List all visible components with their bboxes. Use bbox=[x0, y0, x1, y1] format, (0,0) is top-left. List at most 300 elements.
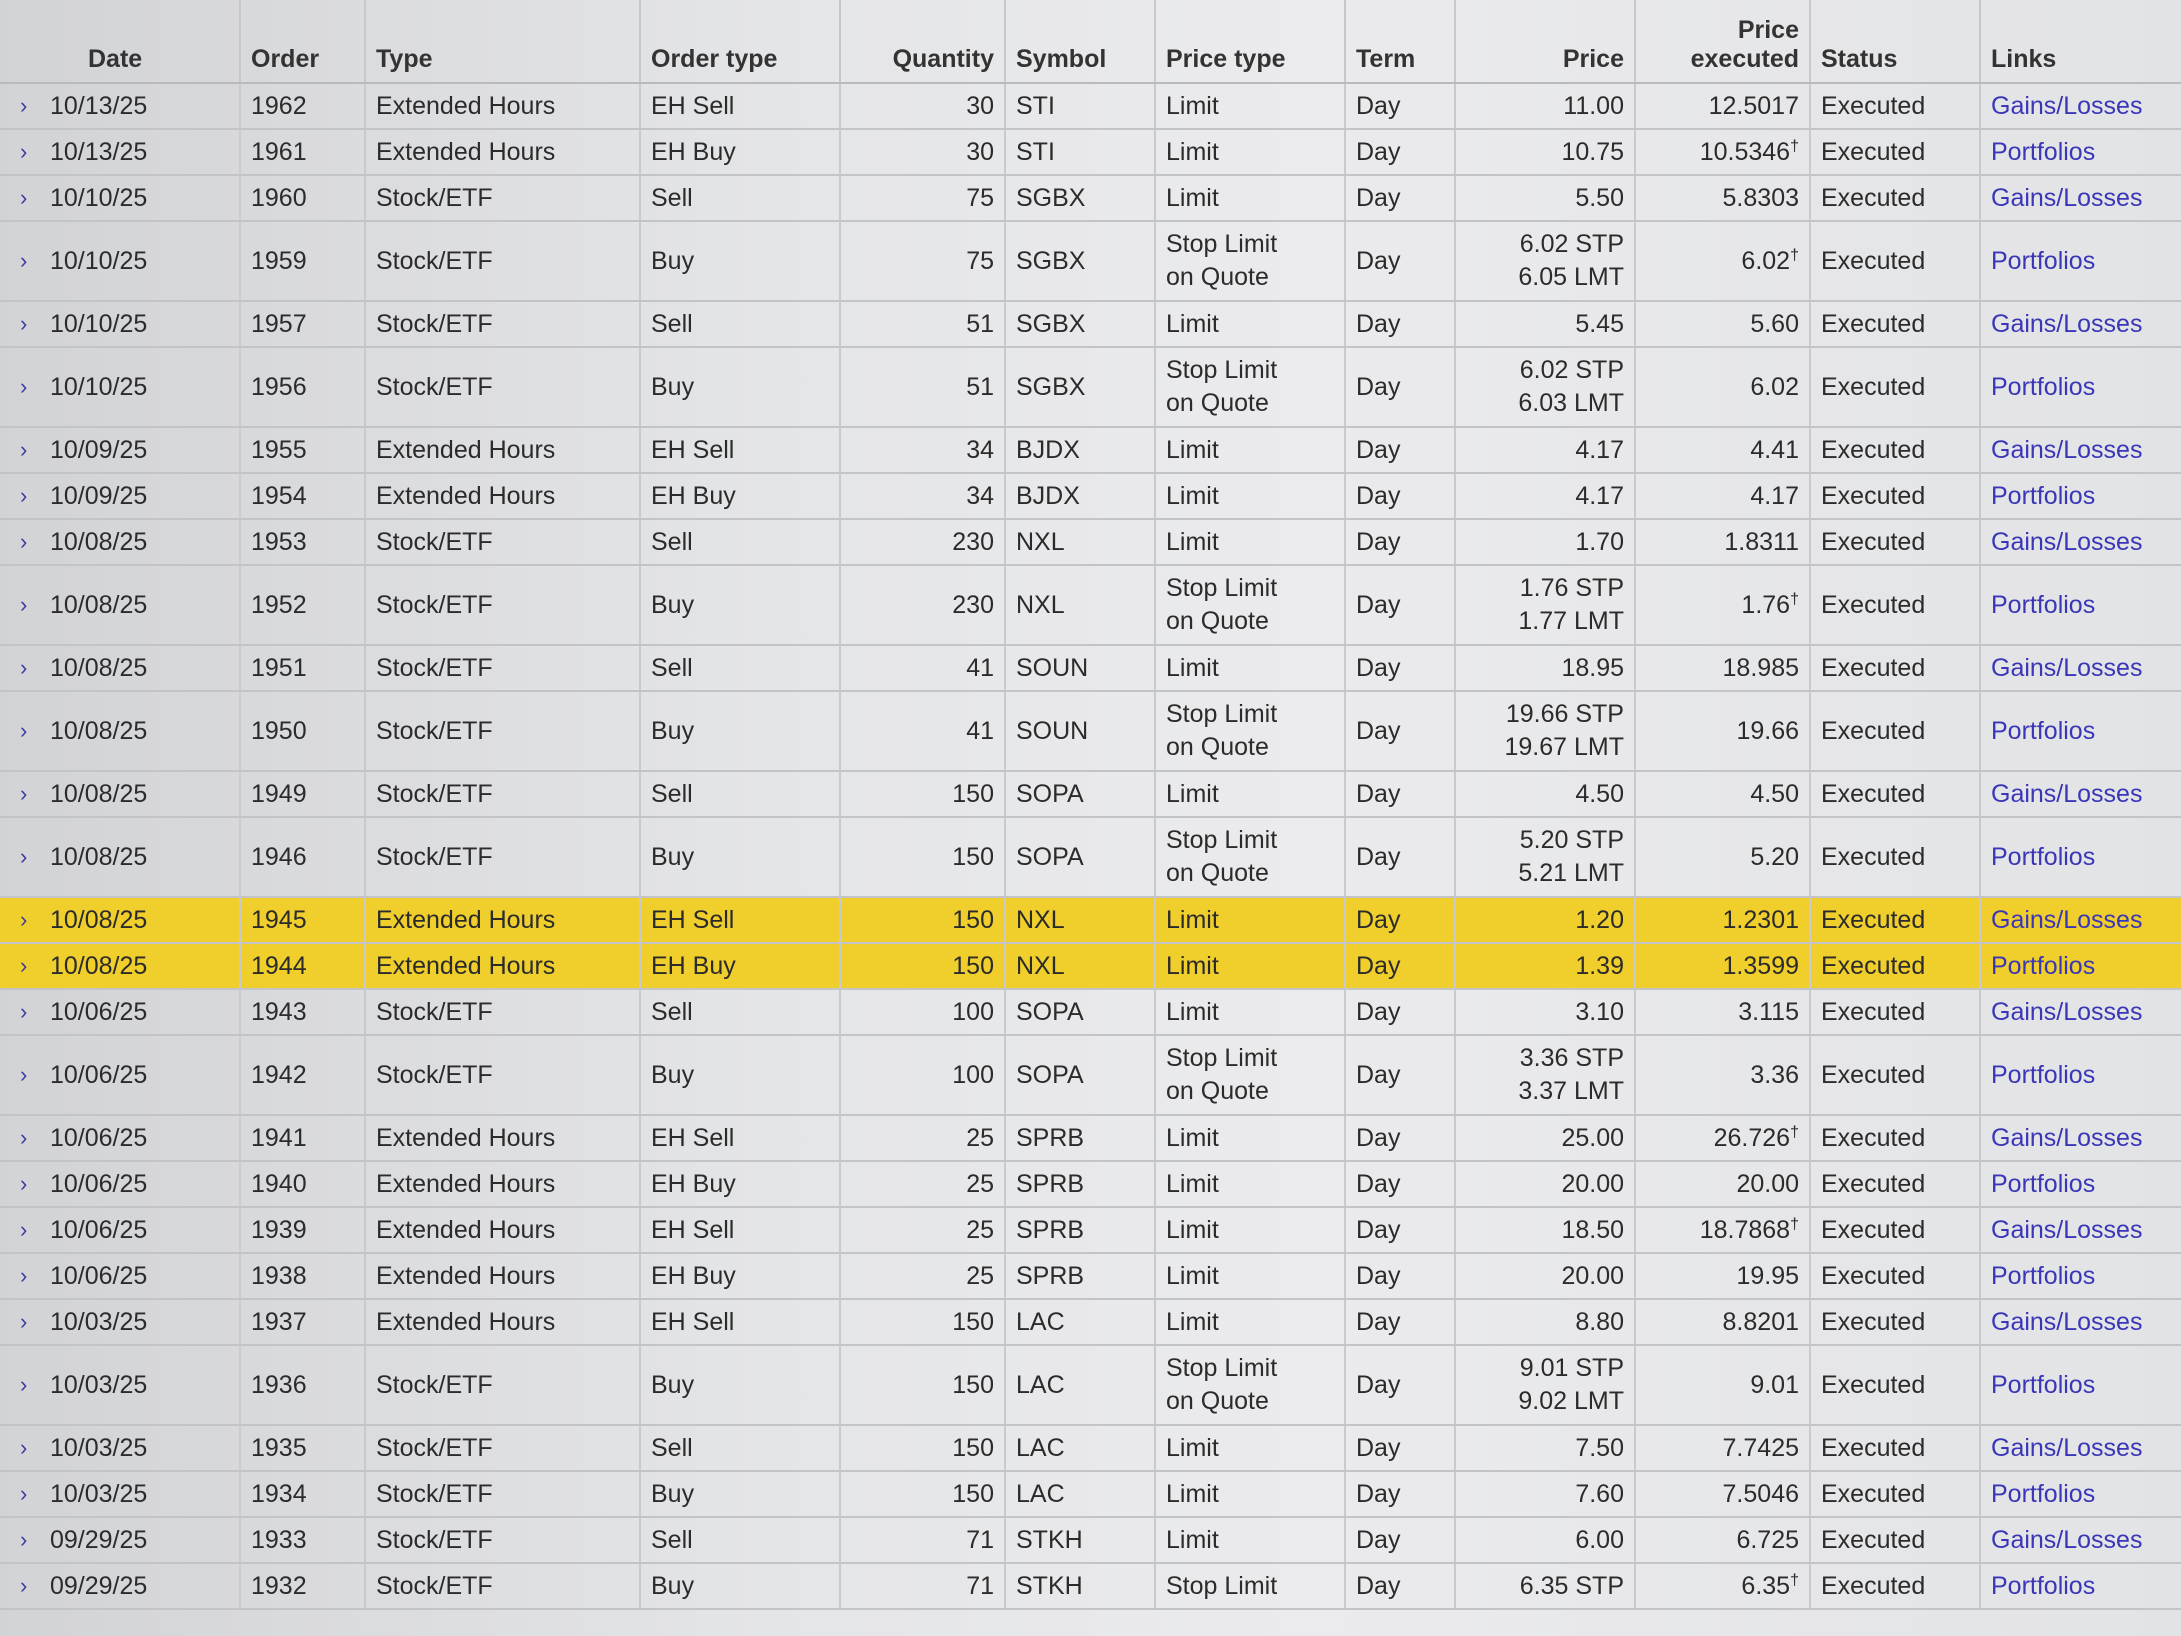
header-price-type[interactable]: Price type bbox=[1155, 0, 1345, 83]
expand-row-icon[interactable]: › bbox=[0, 1035, 40, 1115]
table-row[interactable] bbox=[0, 175, 2181, 221]
header-date[interactable]: Date bbox=[40, 0, 240, 83]
cell-type: Extended Hours bbox=[365, 473, 640, 519]
executed-value: 1.2301 bbox=[1722, 905, 1799, 934]
cell-status: Executed bbox=[1810, 1253, 1980, 1299]
cell-order-type: EH Sell bbox=[640, 427, 840, 473]
cell-symbol: BJDX bbox=[1005, 473, 1155, 519]
expand-row-icon[interactable]: › bbox=[0, 347, 40, 427]
cell-order-number: 1933 bbox=[240, 1517, 365, 1563]
cell-price-type bbox=[1155, 427, 1345, 473]
table-row[interactable] bbox=[0, 129, 2181, 175]
cell-type: Stock/ETF bbox=[365, 771, 640, 817]
table-row[interactable] bbox=[0, 1299, 2181, 1345]
portfolios-link[interactable]: Portfolios bbox=[1991, 246, 2096, 275]
table-row[interactable] bbox=[0, 519, 2181, 565]
table-row[interactable] bbox=[0, 1253, 2181, 1299]
gains-losses-link[interactable]: Gains/Losses bbox=[1991, 183, 2143, 212]
cell-order-type: Buy bbox=[640, 1563, 840, 1609]
cell-quantity: 30 bbox=[840, 83, 1005, 129]
executed-value: 5.20 bbox=[1750, 842, 1799, 871]
expand-row-icon[interactable]: › bbox=[0, 1161, 40, 1207]
price-line1: 20.00 bbox=[1561, 1261, 1624, 1290]
cell-term: Day bbox=[1345, 473, 1455, 519]
cell-order-number: 1936 bbox=[240, 1345, 365, 1425]
cell-order-number: 1945 bbox=[240, 897, 365, 943]
table-row[interactable] bbox=[0, 1161, 2181, 1207]
executed-value: 3.115 bbox=[1738, 997, 1799, 1026]
expand-row-icon[interactable]: › bbox=[0, 1425, 40, 1471]
cell-links bbox=[1980, 1299, 2181, 1345]
table-row[interactable] bbox=[0, 1563, 2181, 1609]
cell-type: Stock/ETF bbox=[365, 1471, 640, 1517]
cell-term: Day bbox=[1345, 1517, 1455, 1563]
cell-symbol: STKH bbox=[1005, 1563, 1155, 1609]
price-type-line1: Stop Limit bbox=[1166, 230, 1278, 258]
price-line1: 1.70 bbox=[1575, 527, 1624, 556]
cell-term: Day bbox=[1345, 1345, 1455, 1425]
cell-type: Extended Hours bbox=[365, 1115, 640, 1161]
cell-quantity: 150 bbox=[840, 897, 1005, 943]
cell-price-executed bbox=[1635, 129, 1810, 175]
portfolios-link[interactable]: Portfolios bbox=[1991, 1169, 2096, 1198]
cell-symbol: NXL bbox=[1005, 565, 1155, 645]
header-price-executed-line1: Price bbox=[1737, 16, 1799, 44]
cell-price-executed bbox=[1635, 83, 1810, 129]
portfolios-link[interactable]: Portfolios bbox=[1991, 716, 2096, 745]
cell-order-type: EH Buy bbox=[640, 943, 840, 989]
cell-price bbox=[1455, 565, 1635, 645]
price-line1: 6.35 STP bbox=[1519, 1571, 1624, 1600]
cell-type: Stock/ETF bbox=[365, 1425, 640, 1471]
gains-losses-link[interactable]: Gains/Losses bbox=[1991, 1123, 2143, 1152]
cell-price bbox=[1455, 347, 1635, 427]
cell-order-type: Buy bbox=[640, 221, 840, 301]
cell-date: 10/08/25 bbox=[40, 691, 240, 771]
cell-symbol: NXL bbox=[1005, 519, 1155, 565]
header-expand bbox=[0, 0, 40, 83]
portfolios-link[interactable]: Portfolios bbox=[1991, 137, 2096, 166]
table-row[interactable] bbox=[0, 691, 2181, 771]
table-row[interactable] bbox=[0, 645, 2181, 691]
cell-links bbox=[1980, 175, 2181, 221]
table-row[interactable] bbox=[0, 943, 2181, 989]
header-price[interactable]: Price bbox=[1455, 0, 1635, 83]
cell-price-type bbox=[1155, 1425, 1345, 1471]
cell-symbol: SOPA bbox=[1005, 1035, 1155, 1115]
cell-date: 10/06/25 bbox=[40, 1035, 240, 1115]
expand-row-icon[interactable]: › bbox=[0, 1299, 40, 1345]
cell-order-number: 1962 bbox=[240, 83, 365, 129]
cell-price bbox=[1455, 1115, 1635, 1161]
cell-term: Day bbox=[1345, 301, 1455, 347]
cell-quantity: 71 bbox=[840, 1517, 1005, 1563]
table-row[interactable] bbox=[0, 1345, 2181, 1425]
price-line1: 20.00 bbox=[1561, 1169, 1624, 1198]
price-line1: 18.95 bbox=[1561, 653, 1624, 682]
cell-quantity: 41 bbox=[840, 645, 1005, 691]
gains-losses-link[interactable]: Gains/Losses bbox=[1991, 1433, 2143, 1462]
executed-value: 4.41 bbox=[1750, 435, 1799, 464]
price-line2: 5.21 LMT bbox=[1518, 859, 1624, 887]
cell-quantity: 100 bbox=[840, 1035, 1005, 1115]
table-row[interactable] bbox=[0, 427, 2181, 473]
header-order-type[interactable]: Order type bbox=[640, 0, 840, 83]
gains-losses-link[interactable]: Gains/Losses bbox=[1991, 779, 2143, 808]
table-row[interactable] bbox=[0, 83, 2181, 129]
table-row[interactable] bbox=[0, 347, 2181, 427]
cell-price-executed bbox=[1635, 645, 1810, 691]
cell-symbol: LAC bbox=[1005, 1471, 1155, 1517]
gains-losses-link[interactable]: Gains/Losses bbox=[1991, 1307, 2143, 1336]
expand-row-icon[interactable]: › bbox=[0, 691, 40, 771]
cell-date: 10/03/25 bbox=[40, 1425, 240, 1471]
cell-symbol: SOPA bbox=[1005, 817, 1155, 897]
cell-term: Day bbox=[1345, 427, 1455, 473]
cell-price-type bbox=[1155, 129, 1345, 175]
expand-row-icon[interactable]: › bbox=[0, 943, 40, 989]
gains-losses-link[interactable]: Gains/Losses bbox=[1991, 653, 2143, 682]
portfolios-link[interactable]: Portfolios bbox=[1991, 590, 2096, 619]
cell-status: Executed bbox=[1810, 1345, 1980, 1425]
table-row[interactable] bbox=[0, 1471, 2181, 1517]
header-order[interactable]: Order bbox=[240, 0, 365, 83]
cell-price-executed bbox=[1635, 1563, 1810, 1609]
price-line1: 6.02 STP bbox=[1519, 356, 1624, 384]
header-quantity[interactable]: Quantity bbox=[840, 0, 1005, 83]
cell-symbol: SPRB bbox=[1005, 1253, 1155, 1299]
expand-row-icon[interactable]: › bbox=[0, 301, 40, 347]
cell-date: 10/13/25 bbox=[40, 129, 240, 175]
cell-term: Day bbox=[1345, 1161, 1455, 1207]
price-type-line1: Limit bbox=[1166, 91, 1219, 120]
price-type-line1: Limit bbox=[1166, 1479, 1219, 1508]
cell-price-executed bbox=[1635, 1345, 1810, 1425]
cell-status: Executed bbox=[1810, 989, 1980, 1035]
portfolios-link[interactable]: Portfolios bbox=[1991, 1060, 2096, 1089]
gains-losses-link[interactable]: Gains/Losses bbox=[1991, 91, 2143, 120]
table-row[interactable] bbox=[0, 473, 2181, 519]
cell-date: 10/08/25 bbox=[40, 645, 240, 691]
table-row[interactable] bbox=[0, 989, 2181, 1035]
cell-term: Day bbox=[1345, 943, 1455, 989]
price-type-line1: Limit bbox=[1166, 1433, 1219, 1462]
price-type-line1: Limit bbox=[1166, 527, 1219, 556]
expand-row-icon[interactable]: › bbox=[0, 221, 40, 301]
table-row[interactable] bbox=[0, 817, 2181, 897]
price-line2: 3.37 LMT bbox=[1518, 1077, 1624, 1105]
cell-type: Stock/ETF bbox=[365, 175, 640, 221]
cell-symbol: LAC bbox=[1005, 1345, 1155, 1425]
cell-order-number: 1955 bbox=[240, 427, 365, 473]
expand-row-icon[interactable]: › bbox=[0, 989, 40, 1035]
header-type[interactable]: Type bbox=[365, 0, 640, 83]
cell-order-type: Sell bbox=[640, 301, 840, 347]
cell-order-number: 1937 bbox=[240, 1299, 365, 1345]
cell-order-type: Sell bbox=[640, 645, 840, 691]
cell-type: Extended Hours bbox=[365, 1161, 640, 1207]
cell-type: Extended Hours bbox=[365, 1299, 640, 1345]
portfolios-link[interactable]: Portfolios bbox=[1991, 842, 2096, 871]
price-type-line1: Limit bbox=[1166, 653, 1219, 682]
portfolios-link[interactable]: Portfolios bbox=[1991, 1261, 2096, 1290]
price-type-line1: Stop Limit bbox=[1166, 574, 1278, 602]
expand-row-icon[interactable]: › bbox=[0, 1253, 40, 1299]
cell-status: Executed bbox=[1810, 1161, 1980, 1207]
expand-row-icon[interactable]: › bbox=[0, 817, 40, 897]
cell-price-executed bbox=[1635, 347, 1810, 427]
cell-type: Stock/ETF bbox=[365, 645, 640, 691]
price-line1: 10.75 bbox=[1561, 137, 1624, 166]
cell-date: 10/08/25 bbox=[40, 565, 240, 645]
cell-price-type bbox=[1155, 175, 1345, 221]
cell-date: 10/08/25 bbox=[40, 897, 240, 943]
price-type-line1: Limit bbox=[1166, 1215, 1219, 1244]
expand-row-icon[interactable]: › bbox=[0, 897, 40, 943]
expand-row-icon[interactable]: › bbox=[0, 1345, 40, 1425]
cell-type: Stock/ETF bbox=[365, 691, 640, 771]
cell-status: Executed bbox=[1810, 519, 1980, 565]
cell-quantity: 25 bbox=[840, 1207, 1005, 1253]
cell-status: Executed bbox=[1810, 1207, 1980, 1253]
cell-term: Day bbox=[1345, 1563, 1455, 1609]
cell-date: 10/08/25 bbox=[40, 519, 240, 565]
price-type-line1: Limit bbox=[1166, 1123, 1219, 1152]
price-type-line1: Stop Limit bbox=[1166, 1354, 1278, 1382]
price-type-line1: Stop Limit bbox=[1166, 1571, 1278, 1600]
cell-type: Stock/ETF bbox=[365, 519, 640, 565]
cell-quantity: 25 bbox=[840, 1115, 1005, 1161]
cell-price bbox=[1455, 301, 1635, 347]
cell-order-type: Buy bbox=[640, 565, 840, 645]
expand-row-icon[interactable]: › bbox=[0, 427, 40, 473]
expand-row-icon[interactable]: › bbox=[0, 565, 40, 645]
cell-status: Executed bbox=[1810, 897, 1980, 943]
cell-symbol: LAC bbox=[1005, 1425, 1155, 1471]
expand-row-icon[interactable]: › bbox=[0, 1563, 40, 1609]
cell-date: 09/29/25 bbox=[40, 1563, 240, 1609]
price-line2: 1.77 LMT bbox=[1518, 607, 1624, 635]
gains-losses-link[interactable]: Gains/Losses bbox=[1991, 309, 2143, 338]
cell-price bbox=[1455, 1253, 1635, 1299]
executed-value: 1.76 bbox=[1741, 590, 1791, 619]
price-type-line1: Limit bbox=[1166, 137, 1219, 166]
cell-price bbox=[1455, 1207, 1635, 1253]
cell-date: 10/13/25 bbox=[40, 83, 240, 129]
table-row[interactable] bbox=[0, 1207, 2181, 1253]
cell-order-number: 1960 bbox=[240, 175, 365, 221]
executed-value: 6.02 bbox=[1741, 246, 1791, 275]
executed-value: 6.35 bbox=[1741, 1571, 1791, 1600]
cell-date: 10/10/25 bbox=[40, 175, 240, 221]
dagger-footnote-mark: † bbox=[1790, 1571, 1799, 1589]
executed-value: 20.00 bbox=[1736, 1169, 1799, 1198]
cell-order-number: 1959 bbox=[240, 221, 365, 301]
cell-price bbox=[1455, 1299, 1635, 1345]
cell-order-number: 1944 bbox=[240, 943, 365, 989]
cell-price-executed bbox=[1635, 771, 1810, 817]
cell-status: Executed bbox=[1810, 943, 1980, 989]
cell-symbol: LAC bbox=[1005, 1299, 1155, 1345]
executed-value: 26.726 bbox=[1713, 1123, 1791, 1152]
cell-price-type bbox=[1155, 1161, 1345, 1207]
expand-row-icon[interactable]: › bbox=[0, 1207, 40, 1253]
price-line2: 9.02 LMT bbox=[1518, 1387, 1624, 1415]
expand-row-icon[interactable]: › bbox=[0, 1115, 40, 1161]
cell-links bbox=[1980, 1425, 2181, 1471]
table-row[interactable] bbox=[0, 1115, 2181, 1161]
cell-order-number: 1951 bbox=[240, 645, 365, 691]
cell-price-type bbox=[1155, 1115, 1345, 1161]
cell-term: Day bbox=[1345, 519, 1455, 565]
cell-price-type bbox=[1155, 301, 1345, 347]
table-row[interactable] bbox=[0, 221, 2181, 301]
cell-links bbox=[1980, 221, 2181, 301]
cell-price-executed bbox=[1635, 897, 1810, 943]
cell-price bbox=[1455, 175, 1635, 221]
cell-price bbox=[1455, 519, 1635, 565]
expand-row-icon[interactable]: › bbox=[0, 175, 40, 221]
expand-row-icon[interactable]: › bbox=[0, 1471, 40, 1517]
cell-price bbox=[1455, 1563, 1635, 1609]
cell-links bbox=[1980, 565, 2181, 645]
portfolios-link[interactable]: Portfolios bbox=[1991, 1571, 2096, 1600]
cell-order-type: Sell bbox=[640, 771, 840, 817]
portfolios-link[interactable]: Portfolios bbox=[1991, 951, 2096, 980]
expand-row-icon[interactable]: › bbox=[0, 771, 40, 817]
header-links: Links bbox=[1980, 0, 2181, 83]
cell-links bbox=[1980, 897, 2181, 943]
cell-order-type: EH Sell bbox=[640, 1299, 840, 1345]
expand-row-icon[interactable]: › bbox=[0, 129, 40, 175]
executed-value: 6.02 bbox=[1750, 372, 1799, 401]
gains-losses-link[interactable]: Gains/Losses bbox=[1991, 435, 2143, 464]
cell-order-type: Sell bbox=[640, 175, 840, 221]
table-row[interactable] bbox=[0, 1425, 2181, 1471]
gains-losses-link[interactable]: Gains/Losses bbox=[1991, 527, 2143, 556]
expand-row-icon[interactable]: › bbox=[0, 519, 40, 565]
portfolios-link[interactable]: Portfolios bbox=[1991, 1479, 2096, 1508]
cell-order-number: 1941 bbox=[240, 1115, 365, 1161]
cell-links bbox=[1980, 771, 2181, 817]
table-row[interactable] bbox=[0, 565, 2181, 645]
price-type-line1: Limit bbox=[1166, 997, 1219, 1026]
cell-type: Stock/ETF bbox=[365, 1563, 640, 1609]
table-row[interactable] bbox=[0, 897, 2181, 943]
cell-order-number: 1942 bbox=[240, 1035, 365, 1115]
cell-order-type: Buy bbox=[640, 1035, 840, 1115]
table-row[interactable] bbox=[0, 771, 2181, 817]
header-symbol[interactable]: Symbol bbox=[1005, 0, 1155, 83]
executed-value: 3.36 bbox=[1750, 1060, 1799, 1089]
cell-term: Day bbox=[1345, 817, 1455, 897]
cell-links bbox=[1980, 645, 2181, 691]
gains-losses-link[interactable]: Gains/Losses bbox=[1991, 997, 2143, 1026]
cell-status: Executed bbox=[1810, 565, 1980, 645]
price-line1: 7.60 bbox=[1575, 1479, 1624, 1508]
gains-losses-link[interactable]: Gains/Losses bbox=[1991, 905, 2143, 934]
expand-row-icon[interactable]: › bbox=[0, 1517, 40, 1563]
dagger-footnote-mark: † bbox=[1790, 1215, 1799, 1233]
cell-price-executed bbox=[1635, 175, 1810, 221]
cell-quantity: 25 bbox=[840, 1253, 1005, 1299]
cell-term: Day bbox=[1345, 691, 1455, 771]
price-type-line2: on Quote bbox=[1166, 389, 1269, 417]
cell-quantity: 30 bbox=[840, 129, 1005, 175]
price-type-line1: Stop Limit bbox=[1166, 356, 1278, 384]
cell-links bbox=[1980, 1161, 2181, 1207]
executed-value: 7.7425 bbox=[1722, 1433, 1799, 1462]
portfolios-link[interactable]: Portfolios bbox=[1991, 1370, 2096, 1399]
portfolios-link[interactable]: Portfolios bbox=[1991, 372, 2096, 401]
cell-price-type bbox=[1155, 1471, 1345, 1517]
table-row[interactable] bbox=[0, 301, 2181, 347]
portfolios-link[interactable]: Portfolios bbox=[1991, 481, 2096, 510]
price-type-line1: Stop Limit bbox=[1166, 1044, 1278, 1072]
cell-order-type: Buy bbox=[640, 1345, 840, 1425]
expand-row-icon[interactable]: › bbox=[0, 473, 40, 519]
header-status[interactable]: Status bbox=[1810, 0, 1980, 83]
cell-price bbox=[1455, 943, 1635, 989]
cell-symbol: NXL bbox=[1005, 943, 1155, 989]
cell-links bbox=[1980, 1517, 2181, 1563]
price-line1: 5.50 bbox=[1575, 183, 1624, 212]
cell-type: Extended Hours bbox=[365, 83, 640, 129]
cell-date: 10/08/25 bbox=[40, 771, 240, 817]
price-line1: 3.36 STP bbox=[1519, 1044, 1624, 1072]
header-term[interactable]: Term bbox=[1345, 0, 1455, 83]
cell-price-executed bbox=[1635, 1035, 1810, 1115]
header-price-executed-line2: executed bbox=[1690, 45, 1799, 73]
cell-symbol: NXL bbox=[1005, 897, 1155, 943]
cell-symbol: SPRB bbox=[1005, 1207, 1155, 1253]
gains-losses-link[interactable]: Gains/Losses bbox=[1991, 1525, 2143, 1554]
cell-quantity: 75 bbox=[840, 175, 1005, 221]
cell-links bbox=[1980, 1035, 2181, 1115]
expand-row-icon[interactable]: › bbox=[0, 83, 40, 129]
executed-value: 6.725 bbox=[1736, 1525, 1799, 1554]
gains-losses-link[interactable]: Gains/Losses bbox=[1991, 1215, 2143, 1244]
cell-price-executed bbox=[1635, 989, 1810, 1035]
cell-order-number: 1935 bbox=[240, 1425, 365, 1471]
price-line1: 18.50 bbox=[1561, 1215, 1624, 1244]
expand-row-icon[interactable]: › bbox=[0, 645, 40, 691]
cell-quantity: 150 bbox=[840, 943, 1005, 989]
cell-date: 10/10/25 bbox=[40, 301, 240, 347]
cell-order-number: 1961 bbox=[240, 129, 365, 175]
cell-price bbox=[1455, 1161, 1635, 1207]
cell-symbol: SOUN bbox=[1005, 691, 1155, 771]
cell-symbol: SPRB bbox=[1005, 1161, 1155, 1207]
table-row[interactable] bbox=[0, 1035, 2181, 1115]
table-row[interactable] bbox=[0, 1517, 2181, 1563]
cell-order-type: EH Sell bbox=[640, 1207, 840, 1253]
cell-type: Extended Hours bbox=[365, 943, 640, 989]
cell-date: 10/08/25 bbox=[40, 817, 240, 897]
cell-status: Executed bbox=[1810, 771, 1980, 817]
table-body bbox=[0, 83, 2181, 1609]
cell-status: Executed bbox=[1810, 427, 1980, 473]
executed-value: 10.5346 bbox=[1699, 137, 1791, 166]
cell-symbol: BJDX bbox=[1005, 427, 1155, 473]
cell-date: 10/03/25 bbox=[40, 1299, 240, 1345]
cell-links bbox=[1980, 989, 2181, 1035]
price-line1: 11.00 bbox=[1563, 91, 1624, 120]
cell-links bbox=[1980, 473, 2181, 519]
cell-price-type bbox=[1155, 897, 1345, 943]
cell-price-type bbox=[1155, 1253, 1345, 1299]
header-price-executed[interactable] bbox=[1635, 0, 1810, 83]
